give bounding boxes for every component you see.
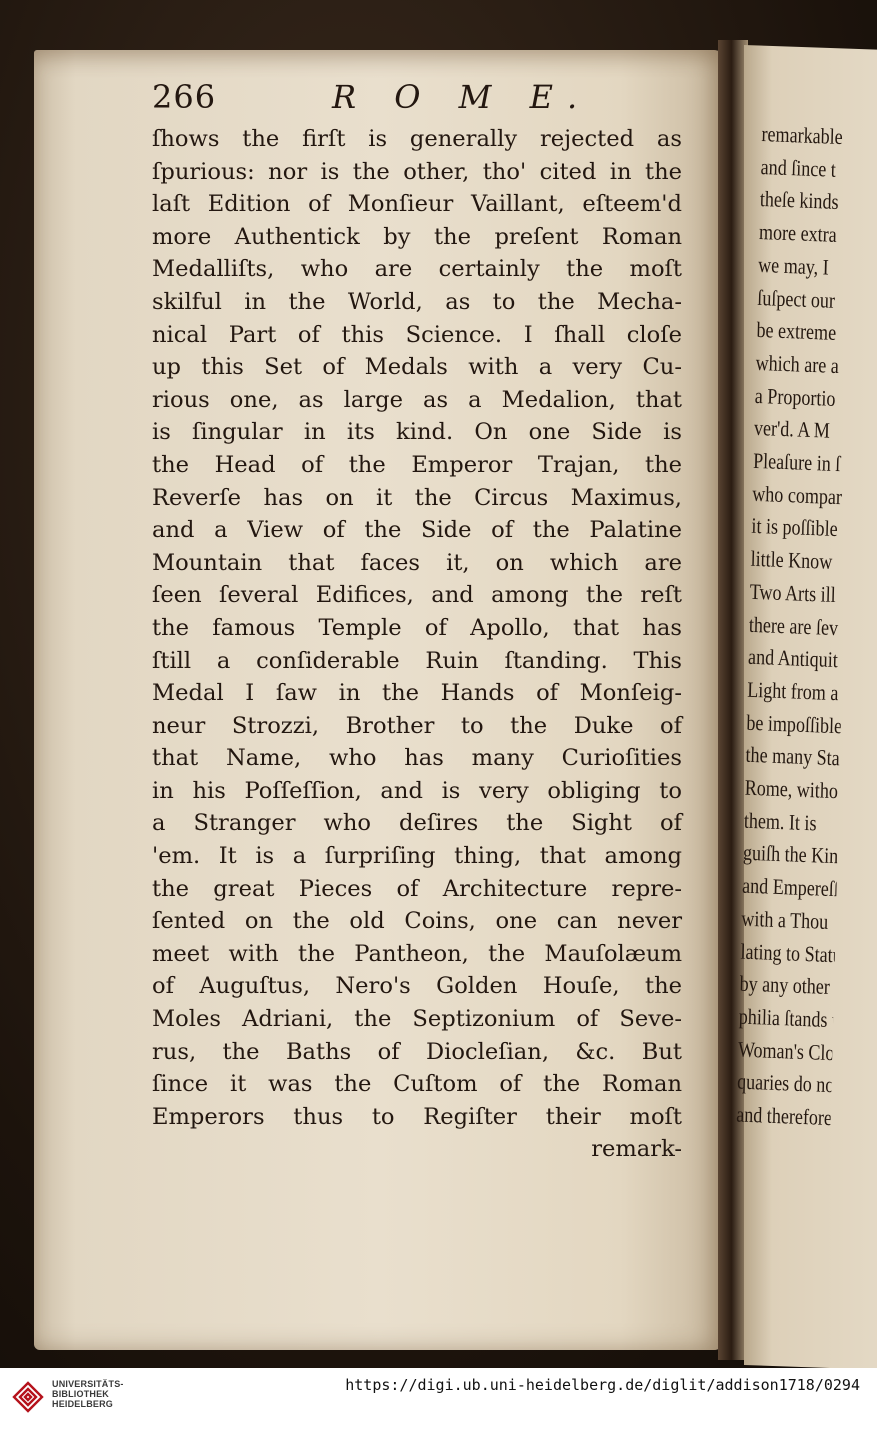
facing-page-line: and ſince t xyxy=(760,153,837,182)
facing-page-line: a Proportio xyxy=(754,382,836,411)
facing-page-line: theſe kinds xyxy=(759,186,839,215)
facing-page-line: and Antiquit xyxy=(747,643,839,673)
text-line: nical Part of this Science. I ſhall cloſe xyxy=(152,321,682,348)
facing-page-line: Rome, witho xyxy=(744,774,839,804)
text-line: the Head of the Emperor Trajan, the xyxy=(152,451,682,478)
facing-page-line: Woman's Clo xyxy=(737,1036,835,1065)
facing-page-line: there are ſev xyxy=(748,611,839,640)
page-header xyxy=(152,78,682,118)
facing-page-line: guiſh the Kin xyxy=(742,840,839,869)
facing-page-line: it is poſſible xyxy=(751,513,838,542)
facing-page-line: more extra xyxy=(758,219,837,248)
facing-page-line: be extreme xyxy=(756,317,837,346)
text-line: ſeen ſeveral Edifices, and among the reſt xyxy=(152,582,682,609)
text-line: ſpurious: nor is the other, tho' cited in the xyxy=(152,158,682,185)
text-line: ſtill a conſiderable Ruin ſtanding. This xyxy=(152,647,682,674)
library-name xyxy=(52,1379,124,1409)
text-line: ſince it was the Cuſtom of the Roman xyxy=(152,1071,682,1098)
facing-page-line: be impoſſible xyxy=(746,709,843,739)
text-line: meet with the Pantheon, the Mauſolæum xyxy=(152,940,682,967)
facing-page-line: and therefore p xyxy=(736,1101,846,1131)
facing-page-line: ſuſpect our xyxy=(757,284,836,313)
page-body-text xyxy=(152,123,682,1166)
facing-page-line: ver'd. A M xyxy=(753,415,831,444)
facing-page-line: little Know xyxy=(750,545,833,575)
text-line: rious one, as large as a Medalion, that xyxy=(152,386,682,413)
text-line: the famous Temple of Apollo, that has xyxy=(152,614,682,641)
text-line: up this Set of Medals with a very Cu- xyxy=(152,354,682,381)
library-name-line: HEIDELBERG xyxy=(52,1399,114,1409)
facing-page-line: philia ſtands t xyxy=(738,1003,838,1033)
facing-page-line: Light from a xyxy=(746,676,839,706)
text-line: Reverſe has on it the Circus Maximus, xyxy=(152,484,682,511)
text-line: the great Pieces of Architecture repre- xyxy=(152,875,682,902)
facing-page-line: quaries do not xyxy=(736,1068,840,1098)
text-line: of Auguſtus, Nero's Golden Houſe, the xyxy=(152,973,682,1000)
text-line: a Stranger who deſires the Sight of xyxy=(152,810,682,837)
facing-page-line: who compar xyxy=(752,480,843,509)
facing-page-line: remarkable xyxy=(761,120,844,150)
text-line: 'em. It is a ſurpriſing thing, that among xyxy=(152,843,682,870)
text-line: laſt Edition of Monſieur Vaillant, eſteem'd xyxy=(152,191,682,218)
facing-page-line: them. It is xyxy=(743,807,817,836)
facing-page-line: which are a xyxy=(755,349,840,378)
text-line: remark- xyxy=(591,1136,682,1163)
text-line: Medalliſts, who are certainly the moſt xyxy=(152,256,682,283)
text-line: in his Poſſeſſion, and is very obliging to xyxy=(152,777,682,804)
text-line: that Name, who has many Curioſities xyxy=(152,745,682,772)
facing-page-line: the many Sta xyxy=(745,742,841,771)
text-line: Moles Adriani, the Septizonium of Seve- xyxy=(152,1006,682,1033)
facing-page-line: lating to Statu xyxy=(740,938,843,968)
text-line: is ſingular in its kind. On one Side is xyxy=(152,419,682,446)
text-line: rus, the Baths of Diocleſian, &c. But xyxy=(152,1038,682,1065)
facing-page-line: with a Thou xyxy=(741,905,829,934)
facing-page-line: Pleaſure in ſ xyxy=(752,447,841,477)
library-name-line: BIBLIOTHEK xyxy=(52,1389,109,1399)
text-line: and a View of the Side of the Palatine xyxy=(152,517,682,544)
text-line: Mountain that faces it, on which are xyxy=(152,549,682,576)
running-title: R O M E. xyxy=(332,78,592,116)
text-line: ſhows the firſt is generally rejected as xyxy=(152,126,682,152)
text-line: ſented on the old Coins, one can never xyxy=(152,908,682,935)
facing-page-line: and Empereſſe xyxy=(741,872,848,902)
text-line: skilful in the World, as to the Mecha- xyxy=(152,288,682,315)
facing-page-line: we may, I xyxy=(757,251,829,280)
text-line: Medal I ſaw in the Hands of Monſeig- xyxy=(152,680,682,707)
page-number: 266 xyxy=(152,78,217,116)
library-name-line: UNIVERSITÄTS- xyxy=(52,1379,124,1389)
facing-page-line: Two Arts ill xyxy=(749,578,837,607)
text-line: more Authentick by the preſent Roman xyxy=(152,223,682,250)
library-logo-icon xyxy=(10,1379,46,1415)
text-line: neur Strozzi, Brother to the Duke of xyxy=(152,712,682,739)
facing-page-line: by any other M xyxy=(739,970,851,1001)
source-url-link[interactable]: https://digi.ub.uni-heidelberg.de/diglit/addison1718/0294 xyxy=(345,1376,860,1394)
text-line: Emperors thus to Regiſter their moſt xyxy=(152,1103,682,1130)
